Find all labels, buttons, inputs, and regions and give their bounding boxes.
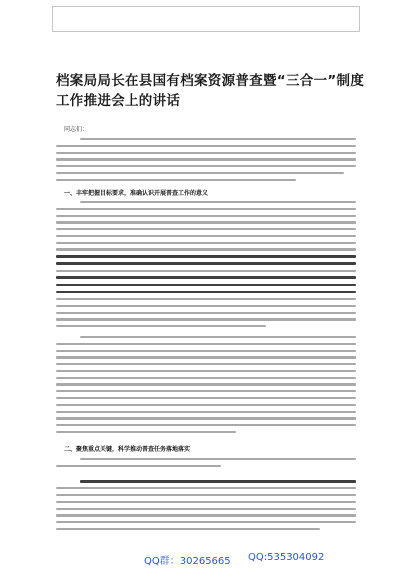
qq-contact-number: QQ:535304092 [248,552,325,563]
promo-banner[interactable] [52,6,360,32]
doc-title-line-2: 工作推进会上的讲话 [56,93,181,109]
paragraph-1 [56,138,356,185]
paragraph-4 [56,458,356,472]
paragraph-2 [56,201,356,332]
greeting: 同志们： [64,126,89,133]
doc-title-line-1: 档案局局长在县国有档案资源普查暨“三合一”制度 [56,73,365,89]
paragraph-3 [56,336,356,438]
paragraph-5 [56,480,356,535]
section-heading-3: 二、聚焦重点关键，科学推动普查任务落地落实 [64,446,191,453]
qq-group-number: QQ群：30265665 [144,556,231,567]
footer-contact-bar [52,550,362,572]
section-heading-1: 一、丰牢把握目标要求，准确认识开展普查工作的意义 [64,190,209,197]
